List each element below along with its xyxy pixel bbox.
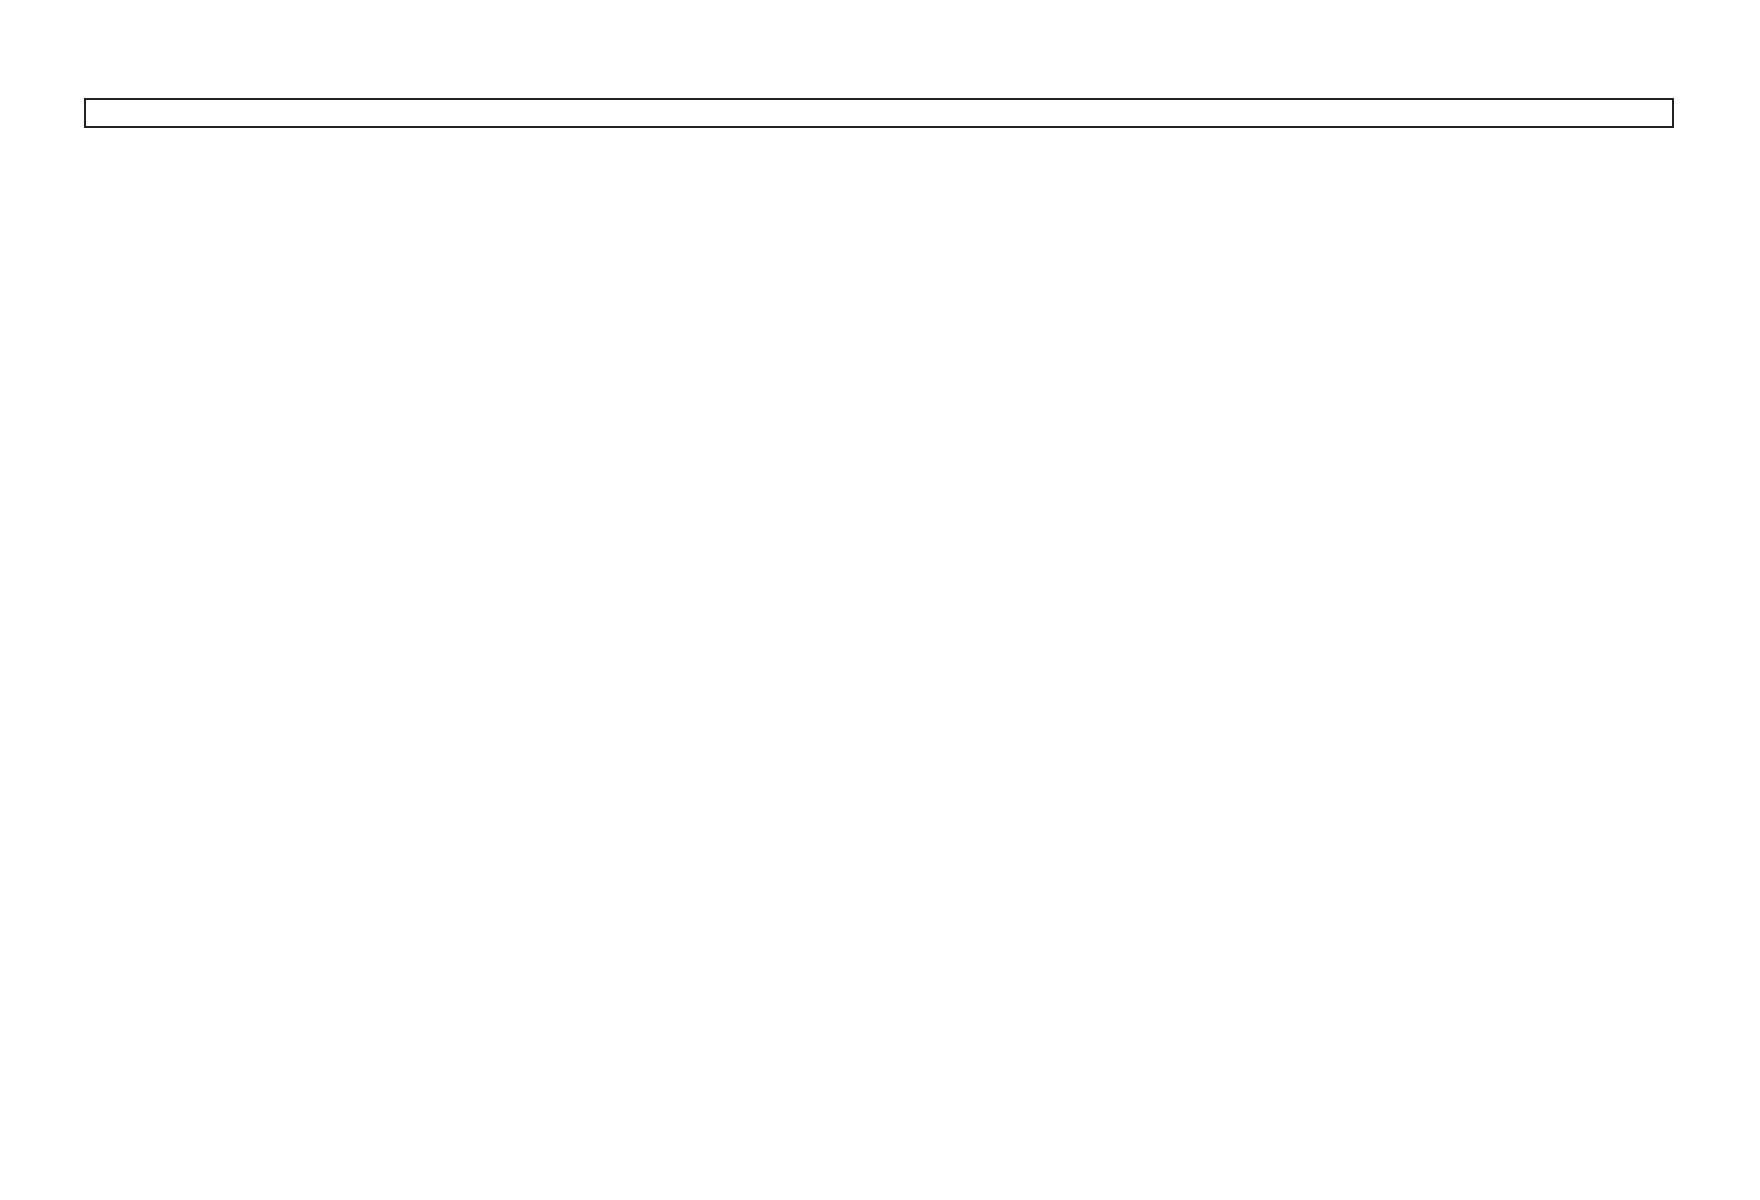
table-header [84,98,1674,128]
